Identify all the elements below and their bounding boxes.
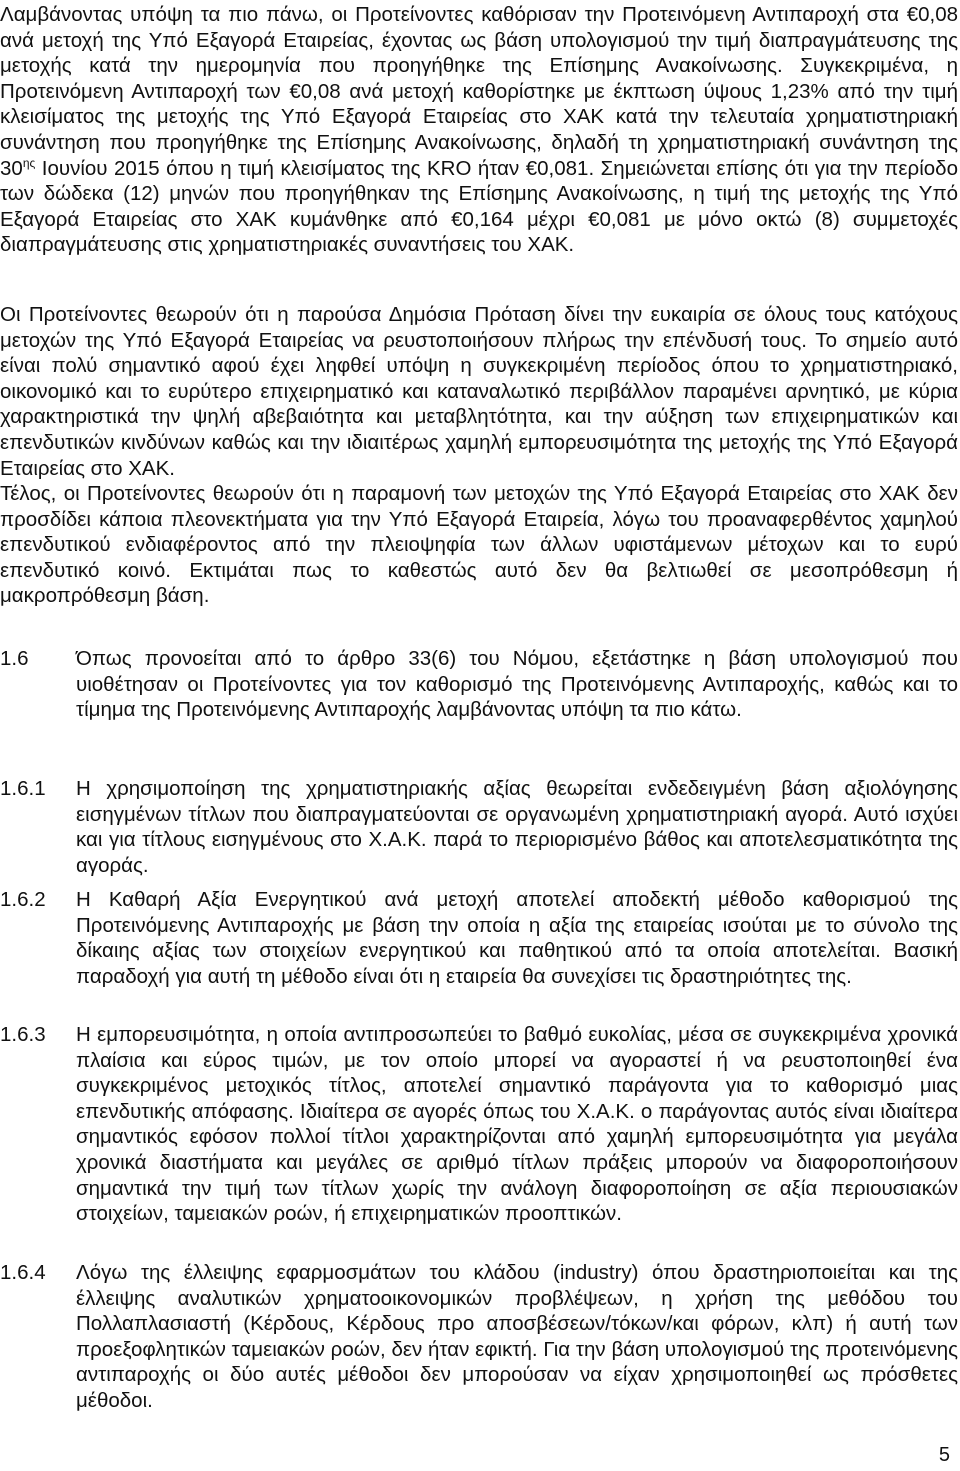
paragraph-text-continued: Ιουνίου 2015 όπου η τιμή κλεισίματος της KRO ήταν €0,081. Σημειώνεται επίσης ότι για την περίοδο των δώδεκα (12) μηνών που προηγήθηκαν της Επίσημης Ανακοίνωσης, η τιμή της μετοχής της Υπό Εξαγορά Εταιρείας στο ΧΑΚ κυμάνθηκε από €0,164 μέχρι €0,081 με μόνο οκτώ (8) συμμετοχές διαπραγμάτευσης στις χρηματιστηριακές συναντήσεις του ΧΑΚ. (0, 156, 958, 257)
ordinal-superscript: ης (22, 155, 36, 170)
paragraph-text: Λαμβάνοντας υπόψη τα πιο πάνω, οι Προτείνοντες καθόρισαν την Προτεινόμενη Αντιπαροχή στα €0,08 ανά μετοχή της Υπό Εξαγορά Εταιρείας, έχοντας ως βάση υπολογισμού την τιμή διαπραγμάτευσης της μετοχής κατά την ημερομηνία που προηγήθηκε της Επίσημης Ανακοίνωσης. Συγκεκριμένα, η Προτεινόμενη Αντιπαροχή των €0,08 ανά μετοχή καθορίστηκε με έκπτωση ύψους 1,23% από την τιμή κλεισίματος της μετοχής της Υπό Εξαγορά Εταιρείας στο ΧΑΚ κατά την τελευταία χρηματιστηριακή συνάντηση που προηγήθηκε της Επίσημης Ανακοίνωσης, δηλαδή τη χρηματιστηριακή συνάντηση της 30 (0, 3, 958, 180)
section-text: Όπως προνοείται από το άρθρο 33(6) του Νόμου, εξετάστηκε η βάση υπολογισμού που υιοθέτησαν οι Προτείνοντες για τον καθορισμό της Προτεινόμενης Αντιπαροχής, καθώς και το τίμημα της Προτεινόμενης Αντιπαροχής λαμβάνοντας υπόψη τα πιο κάτω. (76, 647, 958, 722)
section-text: Η εμπορευσιμότητα, η οποία αντιπροσωπεύει το βαθμό ευκολίας, μέσα σε συγκεκριμένα χρονικά πλαίσια και εύρος τιμών, με τον οποίο μπορεί να αγοραστεί ή να ρευστοποιηθεί ένα συγκεκριμένος μετοχικός τίτλος, αποτελεί σημαντικό παράγοντα για το καθορισμό μιας επενδυτικής απόφασης. Ιδιαίτερα σε αγορές όπως του Χ.Α.Κ. ο παράγοντας αυτός είναι ιδιαίτερα σημαντικός εφόσον πολλοί τίτλοι χαρακτηρίζονται από χαμηλή εμπορευσιμότητα για μεγάλα χρονικά διαστήματα και μεγάλες σε αριθμό τίτλων πράξεις μπορούν να διαφοροποιήσουν σημαντικά την τιμή των τίτλων χωρίς την ανάλογη διαφοροποίηση σε αξία περιουσιακών στοιχείων, ταμειακών ροών, ή επιχειρηματικών προοπτικών. (76, 1023, 958, 1226)
page-number: 5 (938, 1444, 950, 1466)
section-text: Λόγω της έλλειψης εφαρμοσμάτων του κλάδου (industry) όπου δραστηριοποιείται και της έλλειψης αναλυτικών χρηματοοικονομικών προβλέψεων, η χρήση της μεθόδου του Πολλαπλασιαστή (Κέρδους, Κέρδους προ αποσβέσεων/τόκων/και φόρων, κλπ) ή αυτή των προεξοφλητικών ταμειακών ροών, δεν ήταν εφικτή. Για την βάση υπολογισμού της προτεινόμενης αντιπαροχής οι δύο αυτές μέθοδοι δεν μπορούσαν να είχαν χρησιμοποιηθεί ως πρόσθετες μέθοδοι. (76, 1261, 958, 1412)
section-number: 1.6 (0, 647, 29, 670)
paragraph-consideration-basis (0, 2, 958, 258)
section-number: 1.6.2 (0, 888, 46, 911)
paragraph-conclusion: Τέλος, οι Προτείνοντες θεωρούν ότι η παραμονή των μετοχών της Υπό Εξαγορά Εταιρείας στο ΧΑΚ δεν προσδίδει κάποια πλεονεκτήματα για την Υπό Εξαγορά Εταιρεία, λόγω του προαναφερθέντος χαμηλού επενδυτικού ενδιαφέροντος από την πλειοψηφία των άλλων υφιστάμενων μέτοχων και το ευρύ επενδυτικό κοινό. Εκτιμάται πως το καθεστώς αυτό δεν θα βελτιωθεί σε μεσοπρόθεσμη ή μακροπρόθεσμη βάση. (0, 482, 958, 608)
section-number: 1.6.3 (0, 1023, 46, 1046)
section-number: 1.6.1 (0, 777, 46, 800)
paragraph-opportunity: Οι Προτείνοντες θεωρούν ότι η παρούσα Δημόσια Πρόταση δίνει την ευκαιρία σε όλους τους κατόχους μετοχών της Υπό Εξαγορά Εταιρείας να ρευστοποιήσουν πλήρως την επένδυσή τους. Το σημείο αυτό είναι πολύ σημαντικό αφού έχει ληφθεί υπόψη η συγκεκριμένη περίοδος όπου το χρηματιστηριακό, οικονομικό και το ευρύτερο επιχειρηματικό και καταναλωτικό περιβάλλον παραμένει αρνητικό, με κύρια χαρακτηριστικά την ψηλή αβεβαιότητα και μεταβλητότητα, και την αύξηση των επιχειρηματικών και επενδυτικών κινδύνων καθώς και την ιδιαιτέρως χαμηλή εμπορευσιμότητα της μετοχής της Υπό Εξαγορά Εταιρείας στο ΧΑΚ. (0, 303, 958, 480)
section-text: Η Καθαρή Αξία Ενεργητικού ανά μετοχή αποτελεί αποδεκτή μέθοδο καθορισμού της Προτεινόμενης Αντιπαροχής με βάση την οποία η αξία της εταιρείας ισούται με το σύνολο της δίκαιης αξίας των στοιχείων ενεργητικού και παθητικού από τα οποία αποτελείται. Βασική παραδοχή για αυτή τη μέθοδο είναι ότι η εταιρεία θα συνεχίσει τις δραστηριότητες της. (76, 888, 958, 988)
section-number: 1.6.4 (0, 1261, 46, 1284)
section-text: Η χρησιμοποίηση της χρηματιστηριακής αξίας θεωρείται ενδεδειγμένη βάση αξιολόγησης εισηγμένων τίτλων που διαπραγματεύονται σε οργανωμένη χρηματιστηριακή αγορά. Αυτό ισχύει και για τίτλους εισηγμένους στο Χ.Α.Κ. παρά το περιορισμένο βάθος και αποτελεσματικότητα της αγοράς. (76, 777, 958, 877)
